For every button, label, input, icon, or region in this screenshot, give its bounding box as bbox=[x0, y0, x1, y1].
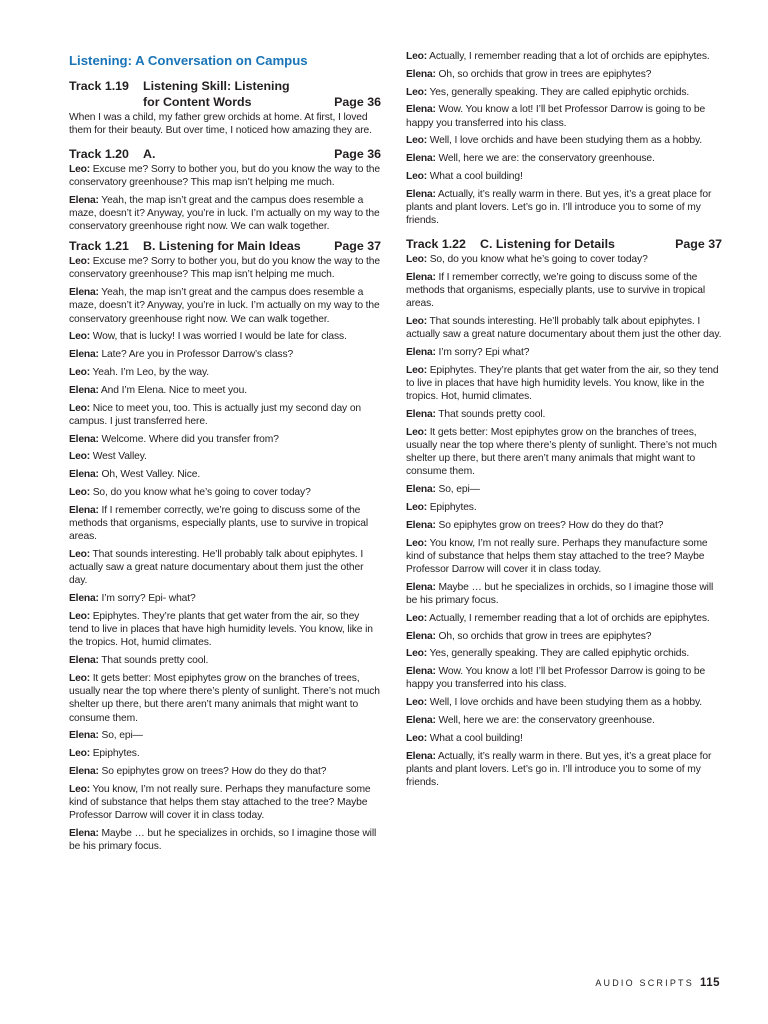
dialogue-line bbox=[69, 548, 381, 588]
dialogue-line bbox=[406, 426, 722, 479]
dialogue-text: Well, I love orchids and have been studying them as a hobby. bbox=[429, 697, 703, 709]
dialogue-line bbox=[69, 468, 381, 481]
dialogue-line bbox=[406, 483, 722, 496]
speaker-name: Leo: bbox=[406, 170, 427, 182]
dialogue-text: So, do you know what he’s going to cover today? bbox=[429, 253, 648, 265]
dialogue-line bbox=[69, 402, 381, 428]
track-page: Page 37 bbox=[334, 239, 381, 254]
dialogue-text: You know, I’m not really sure. Perhaps they manufacture some kind of substance that helps them stay attached to the tree? Maybe Professor Darrow will cover it in class today. bbox=[69, 783, 371, 822]
page-number: 115 bbox=[699, 977, 720, 989]
dialogue-line bbox=[69, 163, 381, 189]
track-title-line1: Listening Skill: Listening bbox=[143, 79, 290, 93]
track-page: Page 37 bbox=[675, 236, 722, 251]
speaker-name: Leo: bbox=[69, 610, 90, 622]
dialogue-text: If I remember correctly, we’re going to discuss some of the methods that organisms, especially plants, use to survive in tropical areas. bbox=[406, 271, 706, 310]
dialogue-line bbox=[406, 714, 722, 727]
dialogue-text: Oh, so orchids that grow in trees are epiphytes? bbox=[438, 630, 652, 642]
speaker-name: Elena: bbox=[69, 384, 99, 396]
speaker-name: Leo: bbox=[69, 164, 90, 175]
dialogue-text: Oh, so orchids that grow in trees are epiphytes? bbox=[438, 68, 652, 80]
dialogue-text: Welcome. Where did you transfer from? bbox=[101, 433, 279, 445]
dialogue-line bbox=[69, 827, 381, 853]
speaker-name: Elena: bbox=[69, 765, 99, 777]
dialogue-line bbox=[406, 519, 722, 532]
dialogue-line bbox=[406, 408, 722, 421]
dialogue-text: Wow. You know a lot! I’ll bet Professor Darrow is going to be happy you transferred into his class. bbox=[406, 666, 706, 691]
dialogue-line bbox=[406, 581, 722, 607]
dialogue-line bbox=[406, 315, 722, 341]
dialogue-text: That sounds interesting. He’ll probably talk about epiphytes. I actually saw a great nature documentary about them just the other day. bbox=[406, 315, 722, 341]
dialogue-line bbox=[406, 501, 722, 514]
track-1-22-dialogue bbox=[406, 253, 722, 789]
dialogue-text: Well, here we are: the conservatory greenhouse. bbox=[438, 153, 655, 165]
speaker-name: Elena: bbox=[406, 714, 436, 726]
speaker-name: Elena: bbox=[406, 346, 436, 358]
speaker-name: Leo: bbox=[406, 426, 427, 438]
dialogue-text: Wow. You know a lot! I’ll bet Professor Darrow is going to be happy you transferred into his class. bbox=[406, 104, 706, 129]
dialogue-text: So epiphytes grow on trees? How do they do that? bbox=[438, 519, 664, 531]
dialogue-text: What a cool building! bbox=[429, 170, 523, 182]
dialogue-line bbox=[69, 610, 381, 650]
speaker-name: Elena: bbox=[406, 750, 436, 762]
dialogue-line bbox=[69, 654, 381, 667]
track-page: Page 36 bbox=[334, 95, 381, 109]
page-footer bbox=[595, 977, 720, 989]
dialogue-text: Epiphytes. They’re plants that get water from the air, so they tend to live in places that have high humidity levels. You know, like in the tropics. Hot, humid climates. bbox=[69, 610, 373, 649]
dialogue-text: Excuse me? Sorry to bother you, but do you know the way to the conservatory greenhouse? This map isn’t helping me much. bbox=[69, 164, 381, 189]
dialogue-line bbox=[406, 103, 722, 129]
dialogue-line bbox=[406, 364, 722, 404]
speaker-name: Elena: bbox=[69, 593, 99, 605]
dialogue-text: If I remember correctly, we’re going to discuss some of the methods that organisms, especially plants, use to survive in tropical areas. bbox=[69, 504, 369, 543]
speaker-name: Elena: bbox=[69, 655, 99, 667]
speaker-name: Elena: bbox=[406, 408, 436, 420]
speaker-name: Elena: bbox=[406, 104, 436, 116]
speaker-name: Elena: bbox=[406, 484, 436, 496]
speaker-name: Elena: bbox=[69, 349, 99, 361]
track-number: Track 1.20 bbox=[69, 147, 129, 161]
dialogue-line bbox=[406, 253, 722, 266]
dialogue-line bbox=[69, 330, 381, 343]
speaker-name: Elena: bbox=[406, 271, 436, 283]
speaker-name: Elena: bbox=[69, 504, 99, 516]
dialogue-line bbox=[406, 50, 722, 63]
dialogue-text: Actually, I remember reading that a lot of orchids are epiphytes. bbox=[429, 51, 710, 62]
track-title: C. Listening for Details bbox=[480, 236, 615, 251]
dialogue-line bbox=[406, 732, 722, 745]
speaker-name: Leo: bbox=[69, 672, 90, 684]
dialogue-text: Yeah, the map isn’t great and the campus does resemble a maze, doesn’t it? Anyway, you’re in luck. I’m actually on my way to the conservatory greenhouse right now. We can walk together. bbox=[69, 287, 380, 325]
dialogue-line bbox=[69, 729, 381, 742]
dialogue-text: So, epi— bbox=[438, 484, 480, 496]
dialogue-line bbox=[69, 384, 381, 397]
dialogue-text: Epiphytes. bbox=[429, 501, 477, 513]
track-1-21-dialogue-continued bbox=[406, 50, 722, 227]
dialogue-line bbox=[406, 68, 722, 81]
speaker-name: Leo: bbox=[406, 612, 427, 624]
track-1-20-heading bbox=[69, 146, 381, 162]
speaker-name: Leo: bbox=[69, 331, 90, 343]
dialogue-text: Wow, that is lucky! I was worried I would be late for class. bbox=[92, 331, 347, 343]
track-1-21-dialogue bbox=[69, 255, 381, 853]
speaker-name: Elena: bbox=[69, 433, 99, 445]
track-number: Track 1.22 bbox=[406, 236, 466, 251]
speaker-name: Elena: bbox=[406, 188, 436, 200]
dialogue-line bbox=[69, 255, 381, 281]
dialogue-line bbox=[69, 433, 381, 446]
dialogue-text: I’m sorry? Epi- what? bbox=[101, 593, 196, 605]
speaker-name: Elena: bbox=[69, 730, 99, 742]
track-title: A. bbox=[143, 147, 156, 161]
speaker-name: Elena: bbox=[69, 287, 99, 299]
dialogue-text: Maybe … but he specializes in orchids, so I imagine those will be his primary focus. bbox=[69, 827, 377, 853]
speaker-name: Leo: bbox=[69, 486, 90, 498]
dialogue-text: So, epi— bbox=[101, 730, 143, 742]
speaker-name: Leo: bbox=[406, 732, 427, 744]
speaker-name: Leo: bbox=[406, 537, 427, 549]
dialogue-text: Yeah. I’m Leo, by the way. bbox=[92, 367, 210, 378]
dialogue-text: So, do you know what he’s going to cover today? bbox=[92, 486, 311, 498]
section-title: Listening: A Conversation on Campus bbox=[69, 53, 308, 68]
dialogue-line bbox=[406, 630, 722, 643]
speaker-name: Elena: bbox=[406, 581, 436, 593]
speaker-name: Leo: bbox=[69, 451, 90, 463]
right-column bbox=[406, 50, 722, 794]
dialogue-text: Actually, I remember reading that a lot of orchids are epiphytes. bbox=[429, 612, 710, 624]
speaker-name: Elena: bbox=[406, 519, 436, 531]
speaker-name: Leo: bbox=[69, 402, 90, 414]
dialogue-text: That sounds interesting. He’ll probably talk about epiphytes. I actually saw a great nature documentary about them just the other day. bbox=[69, 548, 364, 587]
speaker-name: Elena: bbox=[406, 68, 436, 80]
dialogue-line bbox=[69, 504, 381, 544]
dialogue-text: And I’m Elena. Nice to meet you. bbox=[100, 384, 247, 396]
speaker-name: Elena: bbox=[406, 630, 436, 642]
dialogue-text: Oh, West Valley. Nice. bbox=[101, 469, 201, 481]
track-title: B. Listening for Main Ideas bbox=[143, 239, 301, 254]
dialogue-text: Late? Are you in Professor Darrow’s class? bbox=[101, 349, 294, 361]
dialogue-line bbox=[406, 346, 722, 359]
speaker-name: Leo: bbox=[69, 748, 90, 760]
footer-label: AUDIO SCRIPTS bbox=[595, 978, 694, 988]
dialogue-line bbox=[406, 134, 722, 147]
dialogue-line bbox=[406, 188, 722, 228]
speaker-name: Leo: bbox=[69, 367, 90, 378]
dialogue-line bbox=[69, 747, 381, 760]
dialogue-line bbox=[69, 366, 381, 379]
dialogue-line bbox=[406, 612, 722, 625]
dialogue-line bbox=[406, 696, 722, 709]
dialogue-line bbox=[406, 271, 722, 311]
dialogue-line bbox=[406, 152, 722, 165]
dialogue-text: Well, here we are: the conservatory greenhouse. bbox=[438, 714, 655, 726]
dialogue-text: That sounds pretty cool. bbox=[438, 408, 546, 420]
dialogue-text: Well, I love orchids and have been studying them as a hobby. bbox=[429, 135, 703, 147]
dialogue-line bbox=[69, 286, 381, 326]
speaker-name: Leo: bbox=[69, 256, 90, 268]
dialogue-text: That sounds pretty cool. bbox=[101, 655, 209, 667]
dialogue-line bbox=[406, 665, 722, 691]
dialogue-text: Yeah, the map isn’t great and the campus does resemble a maze, doesn’t it? Anyway, you’re in luck. I’m actually on my way to the conservatory greenhouse right now. We can walk together. bbox=[69, 195, 380, 233]
dialogue-line bbox=[69, 672, 381, 725]
track-title-line2: for Content Words bbox=[143, 95, 252, 109]
dialogue-text: I’m sorry? Epi what? bbox=[438, 346, 530, 358]
track-1-19-heading bbox=[69, 78, 381, 110]
speaker-name: Leo: bbox=[406, 86, 427, 98]
dialogue-line bbox=[406, 537, 722, 577]
dialogue-text: Yes, generally speaking. They are called epiphytic orchids. bbox=[429, 86, 690, 98]
dialogue-text: What a cool building! bbox=[429, 732, 523, 744]
track-number: Track 1.21 bbox=[69, 239, 129, 254]
dialogue-text: Excuse me? Sorry to bother you, but do you know the way to the conservatory greenhouse? This map isn’t helping me much. bbox=[69, 256, 381, 281]
left-column bbox=[69, 50, 381, 858]
speaker-name: Leo: bbox=[406, 501, 427, 513]
track-1-20-dialogue bbox=[69, 163, 381, 234]
track-1-19-text: When I was a child, my father grew orchids at home. At first, I loved them for their beauty. But over time, I noticed how amazing they are. bbox=[69, 112, 372, 137]
dialogue-line bbox=[69, 450, 381, 463]
track-page: Page 36 bbox=[334, 147, 381, 161]
dialogue-line bbox=[406, 750, 722, 790]
track-number: Track 1.19 bbox=[69, 79, 129, 93]
track-1-21-heading bbox=[69, 238, 381, 254]
speaker-name: Leo: bbox=[69, 548, 90, 560]
dialogue-text: Actually, it’s really warm in there. But yes, it’s a great place for plants and plant lovers. Let’s go in. I’ll introduce you to some of my friends. bbox=[406, 188, 712, 227]
speaker-name: Leo: bbox=[69, 783, 90, 795]
dialogue-line bbox=[69, 783, 381, 823]
dialogue-line bbox=[69, 348, 381, 361]
dialogue-line bbox=[69, 486, 381, 499]
speaker-name: Elena: bbox=[406, 153, 436, 165]
speaker-name: Elena: bbox=[69, 195, 99, 206]
dialogue-text: It gets better: Most epiphytes grow on the branches of trees, usually near the top where there’s plenty of sunlight. There’s not much shelter up there, but there aren’t many animals that might want to consume them. bbox=[406, 426, 717, 478]
speaker-name: Elena: bbox=[406, 666, 436, 678]
dialogue-line bbox=[406, 170, 722, 183]
dialogue-line bbox=[69, 194, 381, 234]
dialogue-text: So epiphytes grow on trees? How do they do that? bbox=[101, 765, 327, 777]
dialogue-line bbox=[69, 592, 381, 605]
speaker-name: Leo: bbox=[406, 51, 427, 62]
dialogue-text: Yes, generally speaking. They are called epiphytic orchids. bbox=[429, 648, 690, 660]
dialogue-text: West Valley. bbox=[92, 451, 147, 463]
dialogue-line bbox=[406, 86, 722, 99]
dialogue-text: Actually, it’s really warm in there. But yes, it’s a great place for plants and plant lovers. Let’s go in. I’ll introduce you to some of my friends. bbox=[406, 750, 712, 788]
speaker-name: Leo: bbox=[406, 135, 427, 147]
dialogue-text: You know, I’m not really sure. Perhaps they manufacture some kind of substance that helps them stay attached to the tree? Maybe Professor Darrow will cover it in class today. bbox=[406, 537, 708, 575]
dialogue-line bbox=[69, 765, 381, 778]
dialogue-text: It gets better: Most epiphytes grow on the branches of trees, usually near the top where there’s plenty of sunlight. There’s not much shelter up there, but there aren’t many animals that might want to consume them. bbox=[69, 672, 380, 724]
speaker-name: Leo: bbox=[406, 253, 427, 265]
speaker-name: Leo: bbox=[406, 648, 427, 660]
speaker-name: Leo: bbox=[406, 315, 427, 327]
dialogue-text: Epiphytes. They’re plants that get water from the air, so they tend to live in places that have high humidity levels. You know, like in the tropics. Hot, humid climates. bbox=[406, 364, 719, 403]
dialogue-text: Nice to meet you, too. This is actually just my second day on campus. I just transferred here. bbox=[69, 402, 362, 427]
dialogue-text: Maybe … but he specializes in orchids, so I imagine those will be his primary focus. bbox=[406, 581, 714, 606]
speaker-name: Leo: bbox=[406, 697, 427, 709]
speaker-name: Leo: bbox=[406, 364, 427, 376]
speaker-name: Elena: bbox=[69, 469, 99, 481]
speaker-name: Elena: bbox=[69, 827, 99, 839]
dialogue-line bbox=[406, 647, 722, 660]
dialogue-text: Epiphytes. bbox=[92, 748, 140, 760]
track-1-22-heading bbox=[406, 236, 722, 252]
